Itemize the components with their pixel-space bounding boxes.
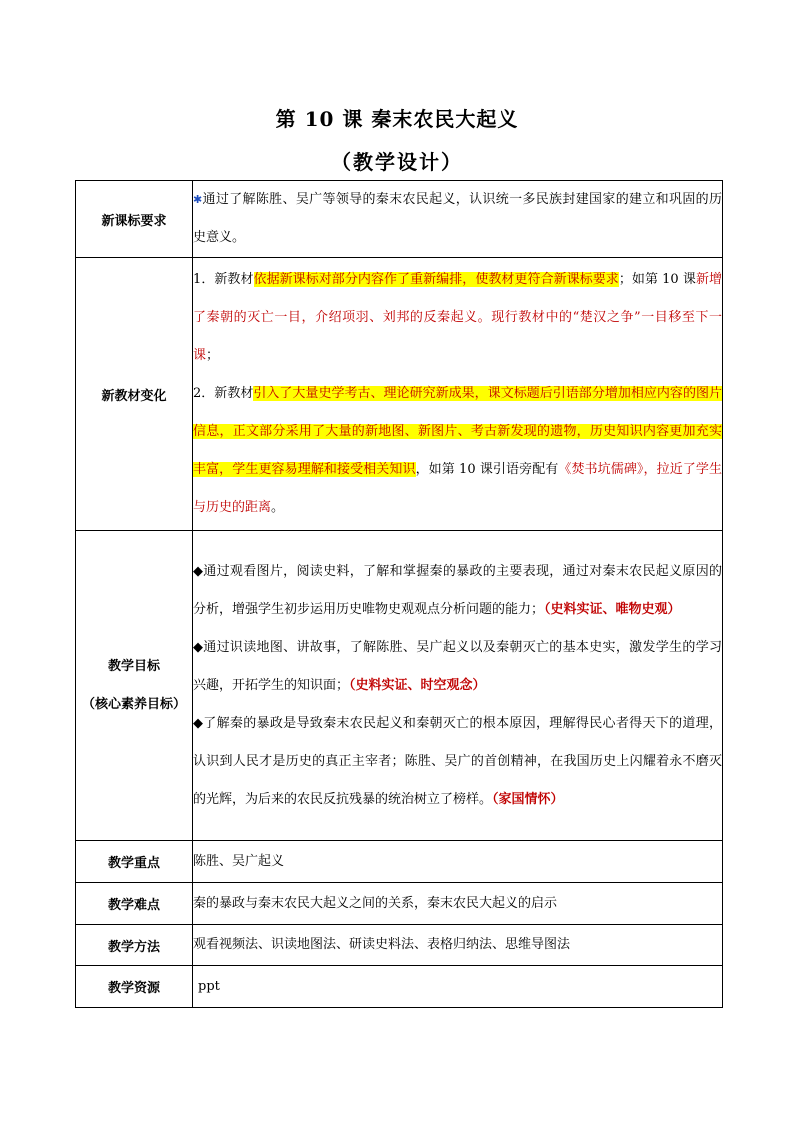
goal-1-tag: （史料实证、唯物史观）: [544, 601, 681, 617]
row-content-standard: [193, 181, 723, 258]
table-row-standard: [76, 181, 723, 258]
row-label-key-points: 教学重点: [76, 841, 193, 883]
changes-p2-highlight: 引入了大量史学考古、理论研究新成果，课文标题后引语部分增加相应内容的图片信息，正文部分采用了大量的新地图、新图片、考古新发现的遗物，历史知识内容更加充实丰富，学生更容易理解和接受相关知识: [193, 386, 722, 477]
row-content-methods: 观看视频法、识读地图法、研读史料法、表格归纳法、思维导图法: [193, 925, 723, 966]
changes-paragraph-2: [193, 375, 722, 527]
lesson-title: 第 10 课 秦末农民大起义: [275, 107, 519, 131]
lesson-subtitle: （教学设计）: [331, 150, 463, 174]
row-content-resources: [193, 966, 723, 1008]
row-label-standard: 新课标要求: [76, 181, 193, 258]
changes-p1-mid: ；如第 10 课: [618, 272, 696, 287]
table-row-goals: [76, 531, 723, 841]
changes-paragraph-1: [193, 261, 722, 375]
table-row-difficulties: [76, 883, 723, 925]
row-label-goals: [76, 531, 193, 841]
goal-item-3: [193, 705, 722, 819]
changes-p1-end: ；: [206, 348, 220, 363]
goal-2-tag: （史料实证、时空观念）: [349, 677, 486, 693]
changes-p1-prefix: 1．新教材: [193, 272, 254, 287]
row-content-key-points: 陈胜、吴广起义: [193, 841, 723, 883]
changes-p2-end: 。: [271, 500, 285, 515]
standard-text: 通过了解陈胜、吴广等领导的秦末农民起义，认识统一多民族封建国家的建立和巩固的历史意义。: [193, 192, 722, 245]
row-content-changes: [193, 258, 723, 531]
goal-3-tag: （家国情怀）: [492, 791, 564, 807]
row-content-difficulties: 秦的暴政与秦末农民大起义之间的关系，秦末农民大起义的启示: [193, 883, 723, 925]
goal-item-1: [193, 553, 722, 629]
changes-p2-mid: ，如第 10 课引语旁配有: [415, 462, 559, 477]
changes-p1-red: 新增了秦朝的灭亡一目，介绍项羽、刘邦的反秦起义。现行教材中的“楚汉之争”一目移至下一课: [193, 272, 722, 363]
table-row-resources: [76, 966, 723, 1008]
table-row-key-points: [76, 841, 723, 883]
lesson-plan-table: [75, 180, 723, 1008]
row-label-methods: 教学方法: [76, 925, 193, 966]
goals-label-line2: （核心素养目标）: [81, 696, 186, 712]
row-content-goals: [193, 531, 723, 841]
goal-1-text: ◆通过观看图片，阅读史料，了解和掌握秦的暴政的主要表现，通过对秦末农民起义原因的分析，增强学生初步运用历史唯物史观观点分析问题的能力；: [193, 563, 722, 617]
table-row-methods: [76, 925, 723, 966]
row-label-difficulties: 教学难点: [76, 883, 193, 925]
table-row-changes: [76, 258, 723, 531]
goals-label-line1: 教学目标: [107, 658, 160, 674]
goal-item-2: [193, 629, 722, 705]
star-icon: ✱: [193, 193, 203, 206]
changes-p2-prefix: 2．新教材: [193, 386, 254, 401]
resources-text: ppt: [198, 978, 220, 994]
changes-p1-highlight: 依据新课标对部分内容作了重新编排，使教材更符合新课标要求: [253, 272, 619, 287]
row-label-changes: 新教材变化: [76, 258, 193, 531]
changes-p2-red: 《焚书坑儒碑》，拉近了学生与历史的距离: [193, 462, 722, 515]
row-label-resources: 教学资源: [76, 966, 193, 1008]
goal-3-text: ◆了解秦的暴政是导致秦末农民起义和秦朝灭亡的根本原因，理解得民心者得天下的道理，认识到人民才是历史的真正主宰者；陈胜、吴广的首创精神，在我国历史上闪耀着永不磨灭的光辉，为后来的农民反抗残暴的统治树立了榜样。: [193, 715, 722, 807]
goal-2-text: ◆通过识读地图、讲故事，了解陈胜、吴广起义以及秦朝灭亡的基本史实，激发学生的学习兴趣，开拓学生的知识面；: [193, 639, 722, 693]
